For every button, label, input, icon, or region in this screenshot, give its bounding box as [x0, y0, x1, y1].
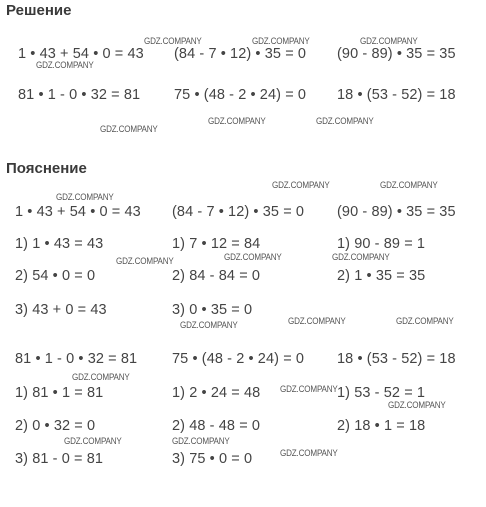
watermark: GDZ.COMPANY — [380, 180, 438, 191]
explanation-expr-2: (84 - 7 • 12) • 35 = 0 — [172, 204, 305, 220]
solution-expr-6: 18 • (53 - 52) = 18 — [337, 87, 456, 103]
solution-expr-4: 81 • 1 - 0 • 32 = 81 — [18, 87, 141, 103]
watermark: GDZ.COMPANY — [388, 400, 446, 411]
watermark: GDZ.COMPANY — [280, 384, 338, 395]
step-line: 3) 0 • 35 = 0 — [172, 302, 253, 318]
watermark: GDZ.COMPANY — [280, 448, 338, 459]
step-line: 1) 7 • 12 = 84 — [172, 236, 261, 252]
explanation-expr-4: 81 • 1 - 0 • 32 = 81 — [15, 351, 138, 367]
watermark: GDZ.COMPANY — [100, 124, 158, 135]
step-line: 1) 1 • 43 = 43 — [15, 236, 104, 252]
step-line: 1) 90 - 89 = 1 — [337, 236, 426, 252]
solution-expr-5: 75 • (48 - 2 • 24) = 0 — [174, 87, 307, 103]
watermark: GDZ.COMPANY — [172, 436, 230, 447]
step-line: 3) 81 - 0 = 81 — [15, 451, 104, 467]
step-line: 3) 43 + 0 = 43 — [15, 302, 107, 318]
explanation-expr-3: (90 - 89) • 35 = 35 — [337, 204, 456, 220]
explanation-expr-5: 75 • (48 - 2 • 24) = 0 — [172, 351, 305, 367]
watermark: GDZ.COMPANY — [56, 192, 114, 203]
watermark: GDZ.COMPANY — [360, 36, 418, 47]
watermark: GDZ.COMPANY — [332, 252, 390, 263]
watermark: GDZ.COMPANY — [316, 116, 374, 127]
step-line: 2) 48 - 48 = 0 — [172, 418, 261, 434]
watermark: GDZ.COMPANY — [72, 372, 130, 383]
watermark: GDZ.COMPANY — [224, 252, 282, 263]
step-line: 1) 2 • 24 = 48 — [172, 385, 261, 401]
watermark: GDZ.COMPANY — [272, 180, 330, 191]
solution-expr-2: (84 - 7 • 12) • 35 = 0 — [174, 46, 307, 62]
explanation-heading: Пояснение — [6, 160, 87, 177]
step-line: 1) 81 • 1 = 81 — [15, 385, 104, 401]
watermark: GDZ.COMPANY — [288, 316, 346, 327]
explanation-expr-6: 18 • (53 - 52) = 18 — [337, 351, 456, 367]
watermark: GDZ.COMPANY — [252, 36, 310, 47]
step-line: 2) 84 - 84 = 0 — [172, 268, 261, 284]
solution-expr-3: (90 - 89) • 35 = 35 — [337, 46, 456, 62]
watermark: GDZ.COMPANY — [396, 316, 454, 327]
step-line: 2) 18 • 1 = 18 — [337, 418, 426, 434]
watermark: GDZ.COMPANY — [64, 436, 122, 447]
step-line: 3) 75 • 0 = 0 — [172, 451, 253, 467]
step-line: 2) 54 • 0 = 0 — [15, 268, 96, 284]
step-line: 2) 1 • 35 = 35 — [337, 268, 426, 284]
watermark: GDZ.COMPANY — [208, 116, 266, 127]
solution-heading: Решение — [6, 2, 72, 19]
step-line: 1) 53 - 52 = 1 — [337, 385, 426, 401]
explanation-expr-1: 1 • 43 + 54 • 0 = 43 — [15, 204, 141, 220]
watermark: GDZ.COMPANY — [36, 60, 94, 71]
solution-expr-1: 1 • 43 + 54 • 0 = 43 — [18, 46, 144, 62]
watermark: GDZ.COMPANY — [116, 256, 174, 267]
step-line: 2) 0 • 32 = 0 — [15, 418, 96, 434]
watermark: GDZ.COMPANY — [144, 36, 202, 47]
watermark: GDZ.COMPANY — [180, 320, 238, 331]
